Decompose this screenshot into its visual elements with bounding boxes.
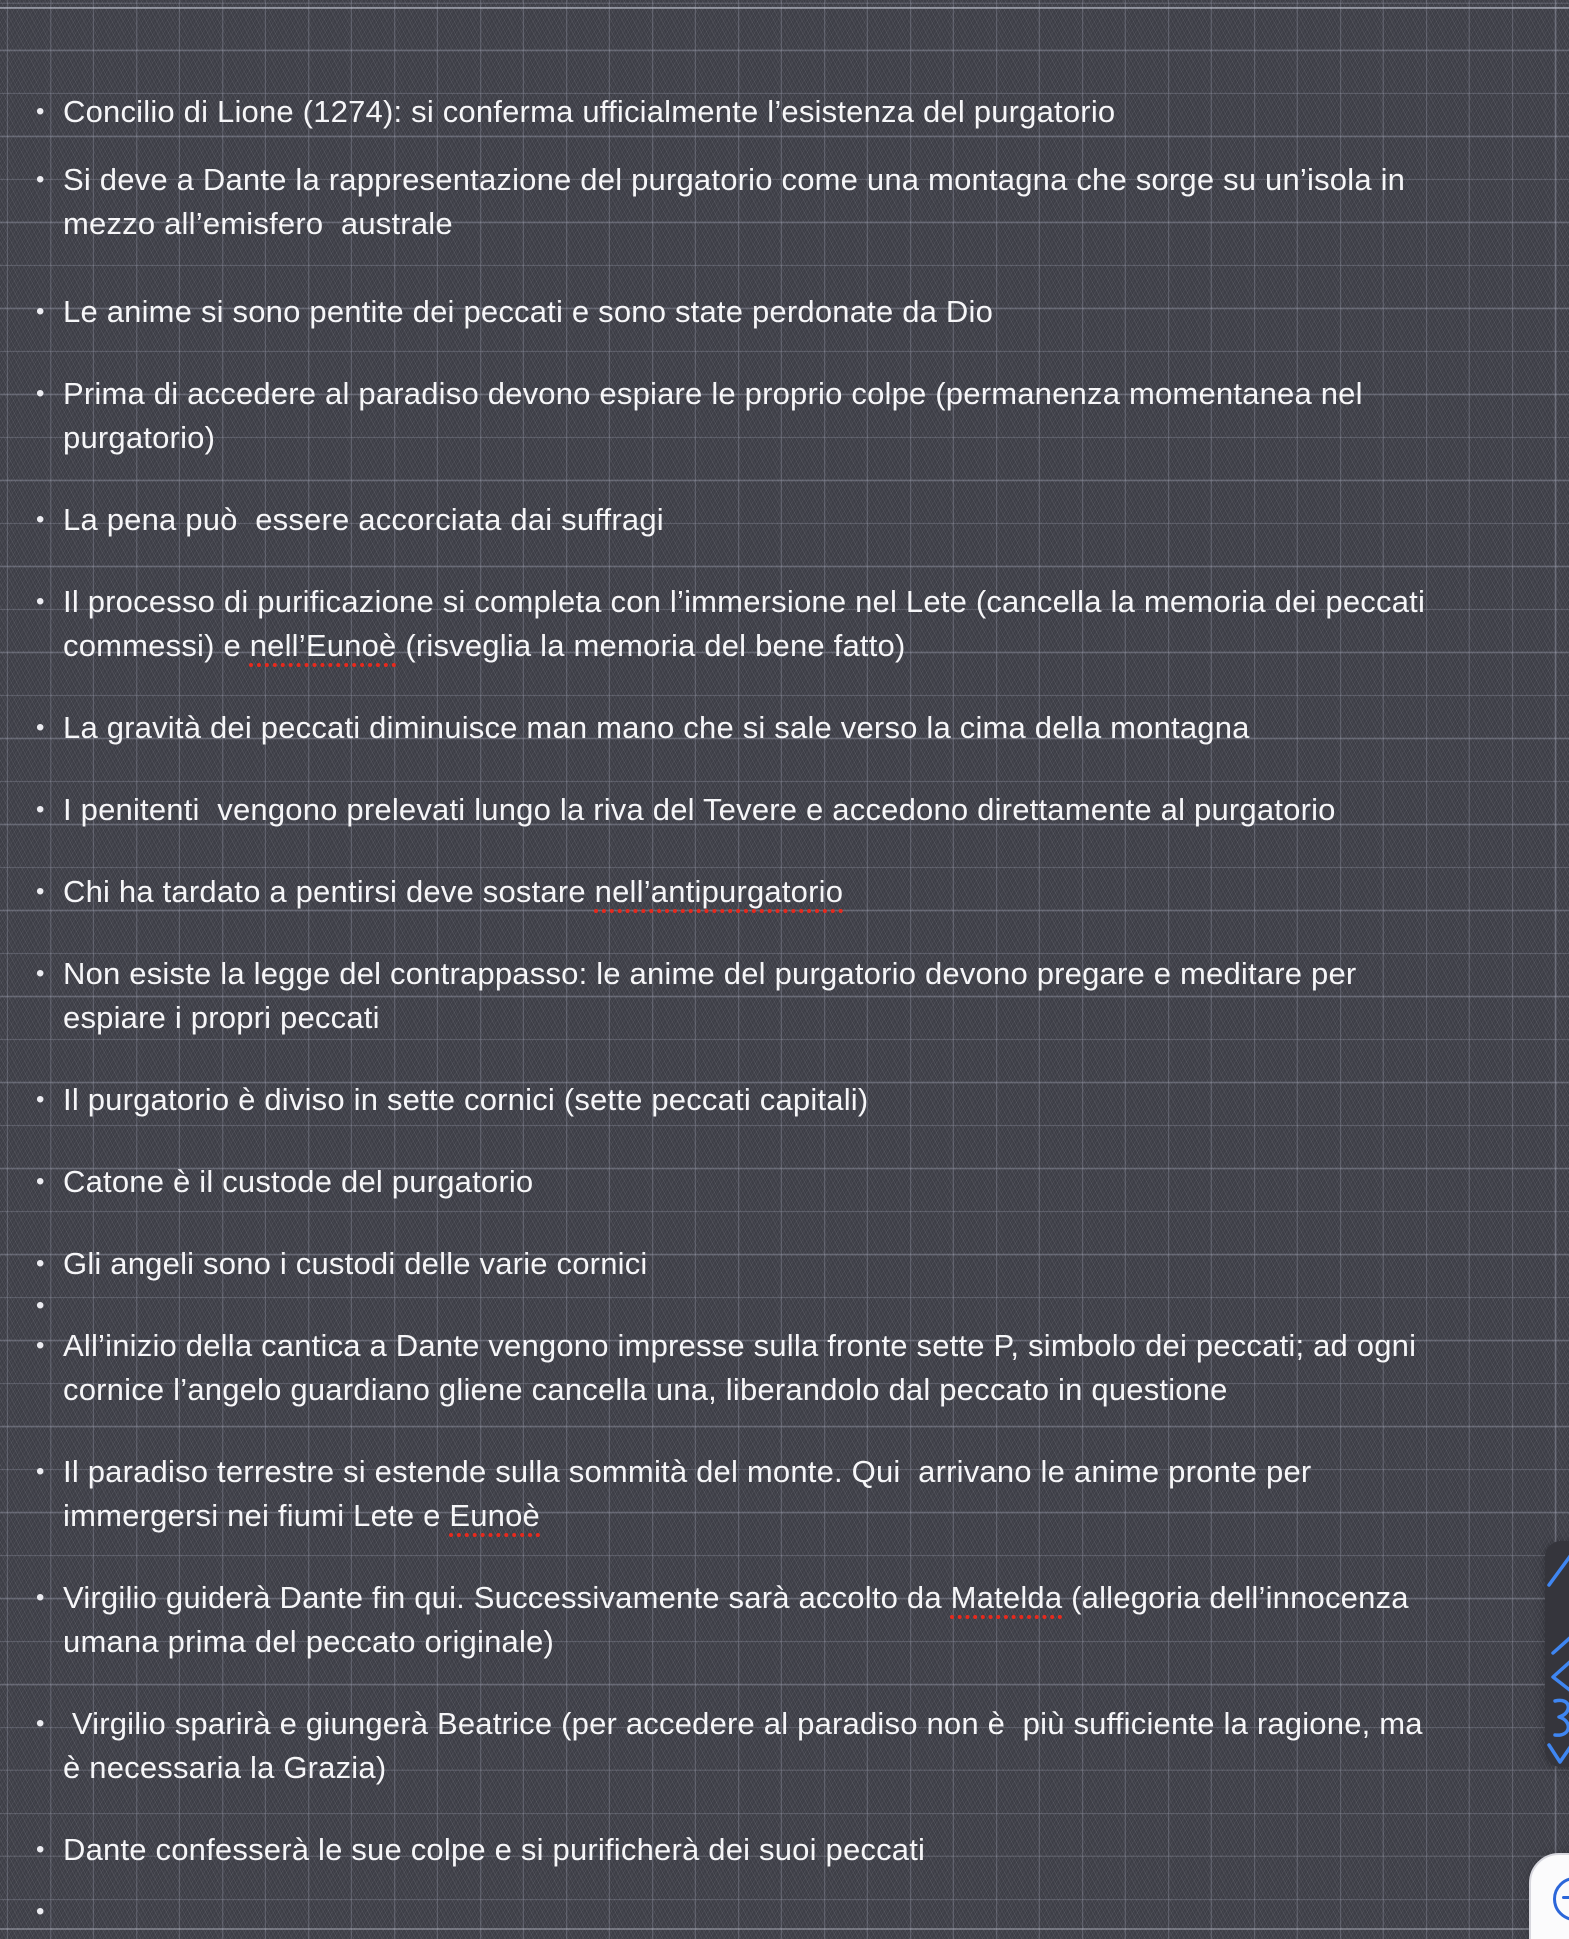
bullet-text <box>63 870 843 914</box>
text-segment: commessi) e <box>63 628 250 663</box>
bullet-marker-icon: • <box>36 1836 45 1863</box>
text-segment: (risveglia la memoria del bene fatto) <box>396 628 906 663</box>
blue-handwriting-strokes <box>1545 1541 1569 1767</box>
bullet-item[interactable] <box>36 372 1363 460</box>
side-annotation-panel[interactable] <box>1545 1541 1569 1767</box>
bullet-line[interactable] <box>63 372 1363 416</box>
bullet-item[interactable] <box>36 498 664 542</box>
bullet-line[interactable] <box>63 1620 1409 1664</box>
bullet-line[interactable] <box>63 1746 1423 1790</box>
bullet-item[interactable] <box>36 1890 63 1934</box>
bullet-marker-icon: • <box>36 1250 45 1277</box>
bullet-text <box>63 158 1405 246</box>
misspelled-word: Eunoè <box>449 1498 540 1533</box>
bullet-marker-icon: • <box>36 960 45 987</box>
bullet-text <box>63 498 664 542</box>
text-segment: Catone è il custode del purgatorio <box>63 1164 534 1199</box>
bullet-item[interactable] <box>36 1324 1416 1412</box>
bullet-text <box>63 1828 925 1872</box>
bullet-marker-icon: • <box>36 878 45 905</box>
bullet-item[interactable] <box>36 952 1356 1040</box>
bullet-text <box>63 1160 533 1204</box>
text-segment: I penitenti vengono prelevati lungo la riva del Tevere e accedono direttamente al purgatorio <box>63 792 1336 827</box>
text-segment: purgatorio) <box>63 420 216 455</box>
bullet-line[interactable] <box>63 952 1356 996</box>
bullet-item[interactable] <box>36 1702 1423 1790</box>
bullet-line[interactable] <box>63 996 1356 1040</box>
text-segment: Si deve a Dante la rappresentazione del purgatorio come una montagna che sorge su un’isola in <box>63 162 1406 197</box>
bullet-marker-icon: • <box>36 298 45 325</box>
bullet-marker-icon: • <box>36 98 45 125</box>
text-segment: (allegoria dell’innocenza <box>1062 1580 1409 1615</box>
bullet-line[interactable] <box>63 1494 1311 1538</box>
bullet-marker-icon: • <box>36 1086 45 1113</box>
bullet-item[interactable] <box>36 90 1115 134</box>
bullet-text <box>63 1450 1311 1538</box>
bullet-line[interactable] <box>63 1324 1416 1368</box>
bullet-text <box>63 580 1425 668</box>
text-segment: All’inizio della cantica a Dante vengono impresse sulla fronte sette P, simbolo dei peccati; ad ogni <box>63 1328 1417 1363</box>
bullet-line[interactable] <box>63 90 1115 134</box>
text-segment: cornice l’angelo guardiano gliene cancella una, liberandolo dal peccato in questione <box>63 1372 1228 1407</box>
bullet-item[interactable] <box>36 1828 925 1872</box>
text-segment: La pena può essere accorciata dai suffragi <box>63 502 664 537</box>
bullet-line[interactable] <box>63 1828 925 1872</box>
bullet-line[interactable] <box>63 1242 648 1286</box>
text-segment: Il paradiso terrestre si estende sulla sommità del monte. Qui arrivano le anime pronte per <box>63 1454 1312 1489</box>
bullet-item[interactable] <box>36 870 843 914</box>
bullet-text <box>63 1242 648 1286</box>
bullet-text <box>63 1324 1416 1412</box>
bullet-marker-icon: • <box>36 714 45 741</box>
text-segment: Chi ha tardato a pentirsi deve sostare <box>63 874 595 909</box>
bullet-item[interactable] <box>36 1242 648 1286</box>
bullet-line[interactable] <box>63 706 1250 750</box>
misspelled-word: Matelda <box>950 1580 1063 1615</box>
bullet-line[interactable] <box>63 1450 1311 1494</box>
text-segment: è necessaria la Grazia) <box>63 1750 387 1785</box>
bullet-marker-icon: • <box>36 380 45 407</box>
text-segment: Il processo di purificazione si completa con l’immersione nel Lete (cancella la memoria dei peccati <box>63 584 1426 619</box>
text-segment: Virgilio guiderà Dante fin qui. Successivamente sarà accolto da <box>63 1580 951 1615</box>
bullet-marker-icon: • <box>36 1168 45 1195</box>
text-segment: immergersi nei fiumi Lete e <box>63 1498 450 1533</box>
text-segment: Prima di accedere al paradiso devono espiare le proprio colpe (permanenza momentanea nel <box>63 376 1363 411</box>
text-segment: mezzo all’emisfero australe <box>63 206 453 241</box>
bullet-text <box>63 90 1115 134</box>
text-segment: Il purgatorio è diviso in sette cornici (sette peccati capitali) <box>63 1082 869 1117</box>
bullet-marker-icon: • <box>36 506 45 533</box>
bullet-item[interactable] <box>36 1160 533 1204</box>
bullet-text <box>63 1078 868 1122</box>
bullet-marker-icon: • <box>36 796 45 823</box>
misspelled-word: nell’antipurgatorio <box>594 874 844 909</box>
bullet-marker-icon: • <box>36 1584 45 1611</box>
bullet-line[interactable] <box>63 1078 868 1122</box>
bullet-item[interactable] <box>36 706 1250 750</box>
bullet-item[interactable] <box>36 788 1336 832</box>
bullet-line[interactable] <box>63 788 1336 832</box>
bullet-text <box>63 952 1356 1040</box>
bullet-marker-icon: • <box>36 1458 45 1485</box>
bullet-line[interactable] <box>63 202 1405 246</box>
page-top-rule <box>0 7 1569 9</box>
bullet-item[interactable] <box>36 1078 868 1122</box>
bullet-text <box>63 1702 1423 1790</box>
bullet-text <box>63 372 1363 460</box>
minus-circle-icon[interactable] <box>1553 1877 1569 1921</box>
bullet-line[interactable] <box>63 1576 1409 1620</box>
bullet-line[interactable] <box>63 1702 1423 1746</box>
bullet-item[interactable] <box>36 290 993 334</box>
bullet-marker-icon: • <box>36 588 45 615</box>
text-segment: Virgilio sparirà e giungerà Beatrice (per accedere al paradiso non è più sufficiente la ragione, ma <box>63 1706 1423 1741</box>
bullet-line[interactable] <box>63 416 1363 460</box>
bullet-line[interactable] <box>63 290 993 334</box>
bullet-marker-icon: • <box>36 1898 45 1925</box>
text-segment: Gli angeli sono i custodi delle varie cornici <box>63 1246 648 1281</box>
bullet-item[interactable] <box>36 1284 63 1328</box>
text-segment: espiare i propri peccati <box>63 1000 380 1035</box>
bullet-text <box>63 788 1336 832</box>
text-segment: Dante confesserà le sue colpe e si purificherà dei suoi peccati <box>63 1832 926 1867</box>
bullet-line[interactable] <box>63 624 1425 668</box>
misspelled-word: nell’Eunoè <box>249 628 397 663</box>
zoom-window-panel[interactable] <box>1529 1853 1569 1939</box>
bullet-line[interactable] <box>63 158 1405 202</box>
page-bottom-rule <box>0 1928 1569 1930</box>
text-segment: Concilio di Lione (1274): si conferma ufficialmente l’esistenza del purgatorio <box>63 94 1116 129</box>
bullet-marker-icon: • <box>36 166 45 193</box>
bullet-line[interactable] <box>63 580 1425 624</box>
text-segment: Le anime si sono pentite dei peccati e sono state perdonate da Dio <box>63 294 994 329</box>
bullet-text <box>63 290 993 334</box>
bullet-marker-icon: • <box>36 1332 45 1359</box>
bullet-item[interactable] <box>36 580 1425 668</box>
text-segment: Non esiste la legge del contrappasso: le anime del purgatorio devono pregare e meditare per <box>63 956 1357 991</box>
bullet-item[interactable] <box>36 1450 1311 1538</box>
bullet-text <box>63 706 1250 750</box>
bullet-text <box>63 1576 1409 1664</box>
bullet-item[interactable] <box>36 1576 1409 1664</box>
text-segment: La gravità dei peccati diminuisce man mano che si sale verso la cima della montagna <box>63 710 1250 745</box>
bullet-marker-icon: • <box>36 1292 45 1319</box>
bullet-line[interactable] <box>63 1368 1416 1412</box>
text-segment: umana prima del peccato originale) <box>63 1624 555 1659</box>
bullet-line[interactable] <box>63 870 843 914</box>
bullet-item[interactable] <box>36 158 1405 246</box>
minus-line <box>1562 1896 1569 1900</box>
bullet-marker-icon: • <box>36 1710 45 1737</box>
bullet-line[interactable] <box>63 498 664 542</box>
bullet-line[interactable] <box>63 1160 533 1204</box>
